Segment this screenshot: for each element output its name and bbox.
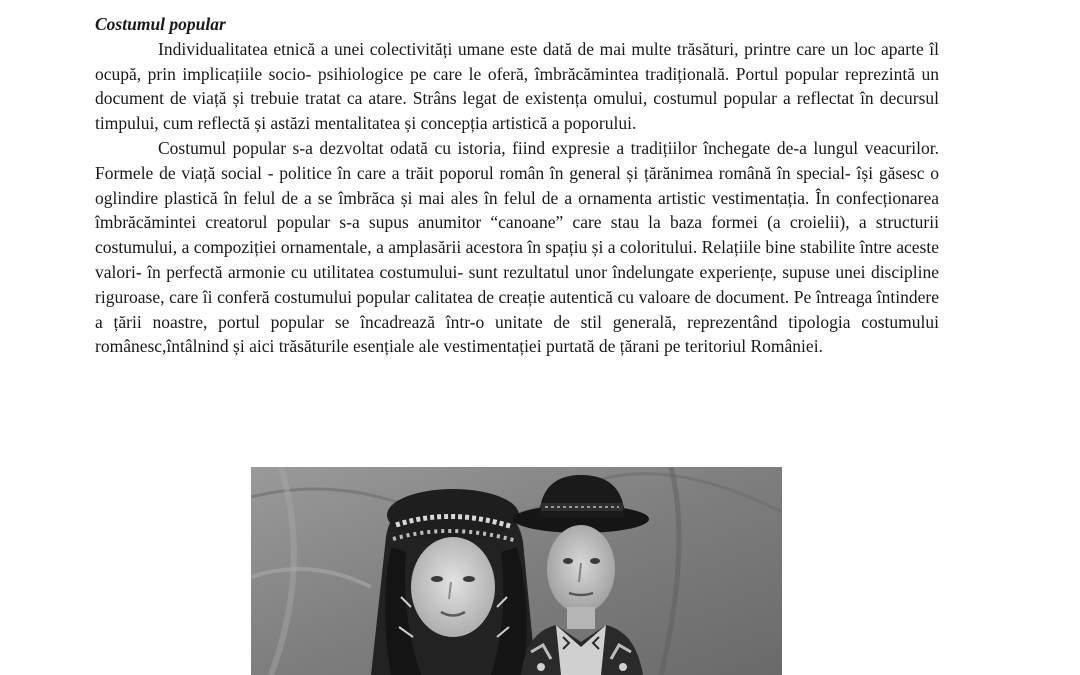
folk-costume-photo xyxy=(251,467,782,675)
paragraph-1: Individualitatea etnică a unei colectivități umane este dată de mai multe trăsături, printre care un loc aparte îl ocupă, prin implicațiile socio- psihiologice pe care le oferă, îmbrăcămintea tradițională. Portul popular reprezintă un document de viață și trebuie tratat ca atare. Strâns legat de existența omului, costumul popular a reflectat în decursul timpului, cum reflectă și astăzi mentalitatea și concepția artistică a poporului. xyxy=(95,38,939,134)
article-text xyxy=(95,12,939,359)
photo-illustration xyxy=(251,467,782,675)
paragraph-2: Costumul popular s-a dezvoltat odată cu istoria, fiind expresie a tradițiilor închegate de-a lungul veacurilor. Formele de viață social - politice în care a trăit poporul român în general și țărănimea română în special- își găsesc o oglindire plastică în felul de a se îmbrăca și mai ales în felul de a ornamenta artistic vestimentația. În confecționarea îmbrăcămintei creatorul popular s-a supus anumitor “canoane” care stau la baza formei (a croielii), a structurii costumului, a compoziției ornamentale, a amplasării acestora în spațiu și a coloritului. Relațiile bine stabilite între aceste valori- în perfectă armonie cu utilitatea costumului- sunt rezultatul unor îndelungate experiențe, supuse unei discipline riguroase, care îi conferă costumului popular calitatea de creație autentică cu valoare de document. Pe întreaga întindere a țării noastre, portul popular se încadrează într-o unitate de stil generală, reprezentând tipologia costumului românesc,întâlnind și aici trăsăturile esențiale ale vestimentației purtată de țărani pe teritoriul României. xyxy=(95,137,939,357)
section-title: Costumul popular xyxy=(95,14,226,34)
woman-figure xyxy=(371,489,536,675)
